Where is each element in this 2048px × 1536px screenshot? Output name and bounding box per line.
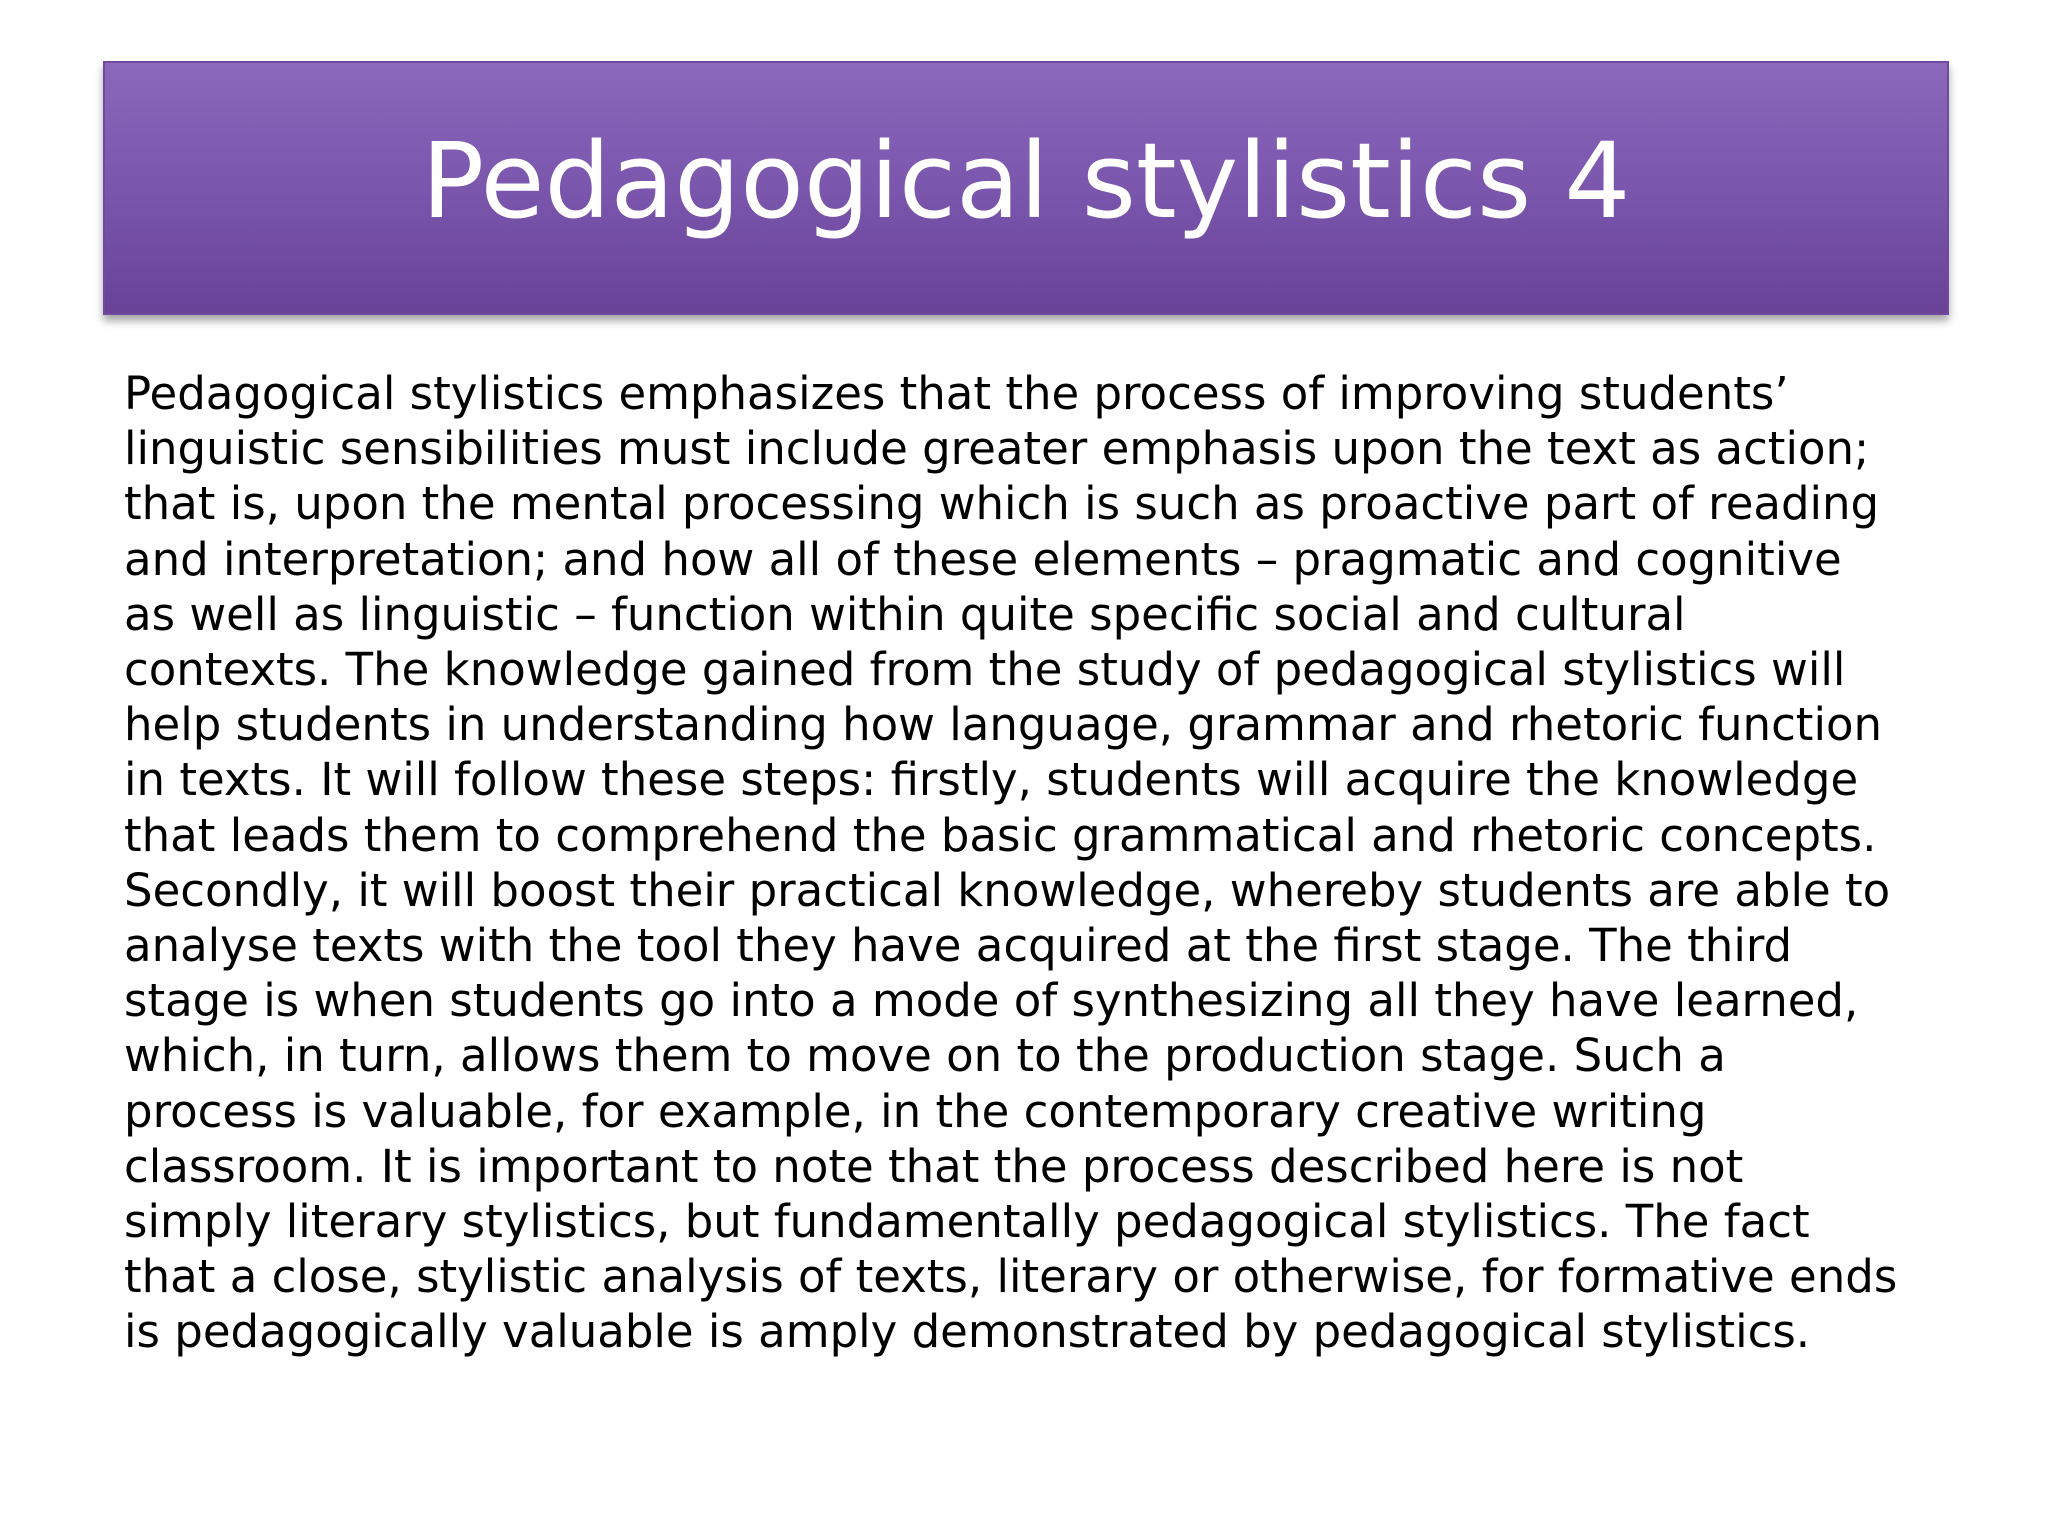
body-line: contexts. The knowledge gained from the study of pedagogical stylistics will (124, 643, 1846, 697)
body-line: as well as linguistic – function within quite specific social and cultural (124, 587, 1686, 641)
body-line: in texts. It will follow these steps: firstly, students will acquire the knowledge (124, 753, 1859, 807)
body-line: help students in understanding how language, grammar and rhetoric function (124, 698, 1883, 752)
body-line: is pedagogically valuable is amply demonstrated by pedagogical stylistics. (124, 1305, 1811, 1359)
body-line: that leads them to comprehend the basic grammatical and rhetoric concepts. (124, 808, 1877, 862)
slide-title: Pedagogical stylistics 4 (421, 120, 1631, 242)
body-line: classroom. It is important to note that the process described here is not (124, 1139, 1744, 1193)
title-banner (103, 61, 1949, 315)
body-paragraph (124, 366, 1954, 1360)
body-line: linguistic sensibilities must include greater emphasis upon the text as action; (124, 422, 1870, 476)
body-line: analyse texts with the tool they have acquired at the first stage. The third (124, 919, 1793, 973)
body-line: Pedagogical stylistics emphasizes that the process of improving students’ (124, 367, 1789, 420)
body-line: and interpretation; and how all of these elements – pragmatic and cognitive (124, 532, 1842, 586)
body-line: Secondly, it will boost their practical knowledge, whereby students are able to (124, 863, 1891, 917)
body-line: that is, upon the mental processing which is such as proactive part of reading (124, 477, 1880, 531)
body-line: which, in turn, allows them to move on to the production stage. Such a (124, 1029, 1726, 1083)
body-line: simply literary stylistics, but fundamentally pedagogical stylistics. The fact (124, 1195, 1810, 1249)
body-line: stage is when students go into a mode of synthesizing all they have learned, (124, 974, 1859, 1028)
body-line: process is valuable, for example, in the contemporary creative writing (124, 1084, 1707, 1138)
body-line: that a close, stylistic analysis of texts, literary or otherwise, for formative ends (124, 1250, 1898, 1304)
